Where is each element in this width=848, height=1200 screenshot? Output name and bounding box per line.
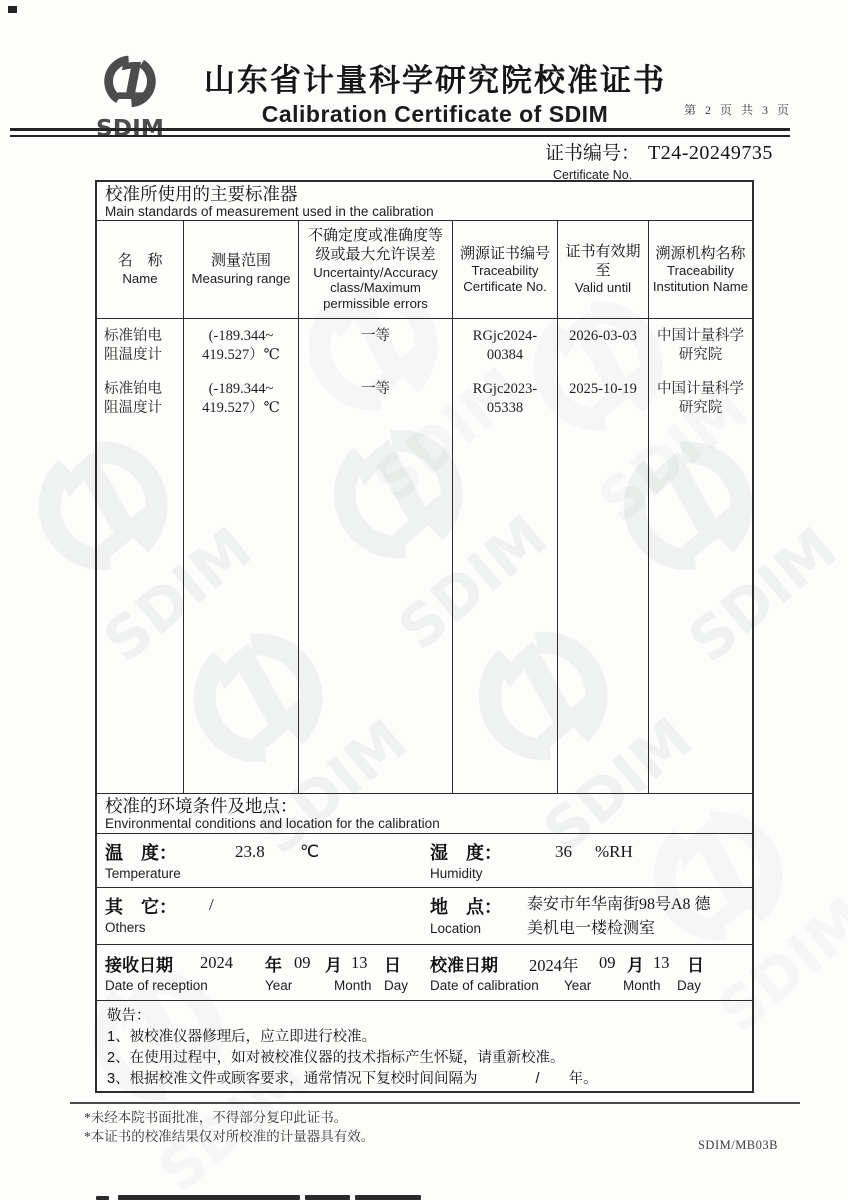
- col-valid-until-values: [558, 319, 649, 793]
- reception-day-value: 13: [351, 952, 368, 972]
- column-header-institution: 溯源机构名称 Traceability Institution Name: [652, 244, 749, 294]
- certificate-number-value: T24-20249735: [648, 142, 773, 164]
- reception-year-cn: 年: [265, 955, 282, 975]
- notice-item: 1、被校准仪器修理后，应立即进行校准。: [107, 1028, 377, 1045]
- reception-date-label-en: Date of reception: [105, 977, 208, 993]
- others-value: /: [209, 894, 214, 914]
- standards-title-cn: 校准所使用的主要标准器: [105, 184, 298, 204]
- column-header-traceability-cert: 溯源证书编号 Traceability Certificate No.: [453, 221, 558, 318]
- table-row-cert-no: RGjc2023- 05338: [472, 381, 538, 417]
- standards-title-en: Main standards of measurement used in the calibration: [105, 204, 434, 219]
- column-header-range: 测量范围 Measuring range: [184, 221, 299, 318]
- calibration-month-value: 09: [599, 952, 616, 972]
- calibration-date-label-cn: 校准日期: [430, 955, 498, 975]
- calibration-year-en: Year: [564, 977, 592, 993]
- location-label-en: Location: [430, 920, 482, 936]
- reception-year-value: 2024: [200, 952, 233, 972]
- reception-month-value: 09: [294, 952, 311, 972]
- footer-rule: [70, 1102, 800, 1104]
- temperature-label-cn: 温 度：: [105, 842, 177, 863]
- notice-item: 2、在使用过程中，如对被校准仪器的技术指标产生怀疑，请重新校准。: [107, 1049, 565, 1066]
- page-number: 第 2 页 共 3 页: [684, 103, 793, 117]
- certificate-number-label-en: Certificate No.: [553, 168, 633, 182]
- table-row-name: 标准铂电 阻温度计: [104, 328, 162, 364]
- calibration-month-cn: 月: [627, 955, 644, 975]
- scan-artifact: [118, 1195, 300, 1200]
- humidity-unit: %RH: [595, 841, 633, 861]
- humidity-value: 36: [555, 841, 572, 861]
- column-header-uncertainty: 不确定度或准确度等级或最大允许误差 Uncertainty/Accuracy class/Maximum permissible errors: [299, 221, 453, 318]
- column-header-name: 名 称 Name: [97, 221, 184, 318]
- certificate-title-en: Calibration Certificate of SDIM: [261, 101, 609, 127]
- column-header-valid-until: 证书有效期至 Valid until: [558, 221, 649, 318]
- sdim-logo-icon: [96, 50, 164, 140]
- notice-item: 3、根据校准文件或顾客要求，通常情况下复校时间间隔为 / 年。: [107, 1070, 598, 1087]
- calibration-day-value: 13: [653, 952, 670, 972]
- reception-month-cn: 月: [325, 955, 342, 975]
- certificate-title-cn: 山东省计量科学研究院校准证书: [204, 63, 666, 98]
- table-row-name: 标准铂电 阻温度计: [104, 381, 162, 417]
- dates-row: [97, 945, 752, 1001]
- table-row-cert-no: RGjc2024- 00384: [472, 328, 538, 364]
- col-institution-values: [649, 319, 752, 793]
- standards-section-header: [97, 182, 752, 221]
- footer-note: *未经本院书面批准，不得部分复印此证书。: [84, 1110, 348, 1125]
- table-row-institution: 中国计量科学 研究院: [657, 381, 744, 417]
- temperature-value: 23.8: [235, 841, 265, 861]
- others-label-en: Others: [105, 919, 146, 935]
- humidity-label-cn: 湿 度：: [430, 842, 502, 863]
- footer-note: *本证书的校准结果仅对所校准的计量器具有效。: [84, 1129, 375, 1144]
- others-label-cn: 其 它：: [105, 896, 177, 917]
- others-location-row: [97, 888, 752, 945]
- temperature-unit: ℃: [300, 841, 320, 861]
- scan-artifact: [305, 1195, 350, 1200]
- table-row-valid-until: 2025-10-19: [569, 381, 637, 397]
- col-range-values: [184, 319, 299, 793]
- reception-day-en: Day: [384, 977, 409, 993]
- environment-section-header: [97, 793, 752, 834]
- location-label-cn: 地 点：: [430, 896, 502, 917]
- col-accuracy-values: [299, 319, 453, 793]
- standards-table-body: [97, 319, 752, 793]
- reception-date-label-cn: 接收日期: [105, 955, 173, 975]
- reception-day-cn: 日: [384, 955, 401, 975]
- calibration-day-en: Day: [677, 977, 702, 993]
- scan-artifact: [96, 1196, 109, 1200]
- notice-section: [97, 1001, 752, 1095]
- standards-column-headers: [97, 221, 752, 319]
- table-row-range: (-189.344~ 419.527）℃: [202, 381, 280, 417]
- table-row-valid-until: 2026-03-03: [569, 328, 637, 344]
- header-rule: [10, 128, 790, 137]
- calibration-month-en: Month: [623, 977, 661, 993]
- form-code: SDIM/MB03B: [697, 1138, 778, 1152]
- certificate-number: [545, 138, 773, 182]
- table-row-institution: 中国计量科学 研究院: [657, 328, 744, 364]
- calibration-day-cn: 日: [687, 955, 704, 975]
- calibration-date-label-en: Date of calibration: [430, 977, 539, 993]
- table-row-accuracy: 一等: [361, 328, 390, 344]
- table-row-range: (-189.344~ 419.527）℃: [202, 328, 280, 364]
- environment-title-en: Environmental conditions and location for the calibration: [105, 815, 440, 831]
- scan-corner-mark: [8, 6, 17, 13]
- scan-artifact: [355, 1195, 421, 1200]
- environment-title-cn: 校准的环境条件及地点：: [105, 795, 298, 816]
- location-value: 泰安市年华南街98号A8 德 美机电一楼检测室: [527, 895, 711, 937]
- notice-title: 敬告：: [107, 1007, 151, 1024]
- reception-month-en: Month: [334, 977, 372, 993]
- calibration-year-value: 2024年: [529, 955, 579, 975]
- certificate-number-label-cn: 证书编号：: [545, 143, 641, 164]
- temperature-label-en: Temperature: [105, 865, 181, 881]
- footer-notes: [84, 1108, 374, 1146]
- table-row-accuracy: 一等: [361, 381, 390, 397]
- col-cert-no-values: [453, 319, 558, 793]
- certificate-table: [95, 180, 754, 1093]
- humidity-label-en: Humidity: [430, 865, 483, 881]
- reception-year-en: Year: [265, 977, 293, 993]
- environment-values-row: [97, 834, 752, 888]
- col-name-values: [97, 319, 184, 793]
